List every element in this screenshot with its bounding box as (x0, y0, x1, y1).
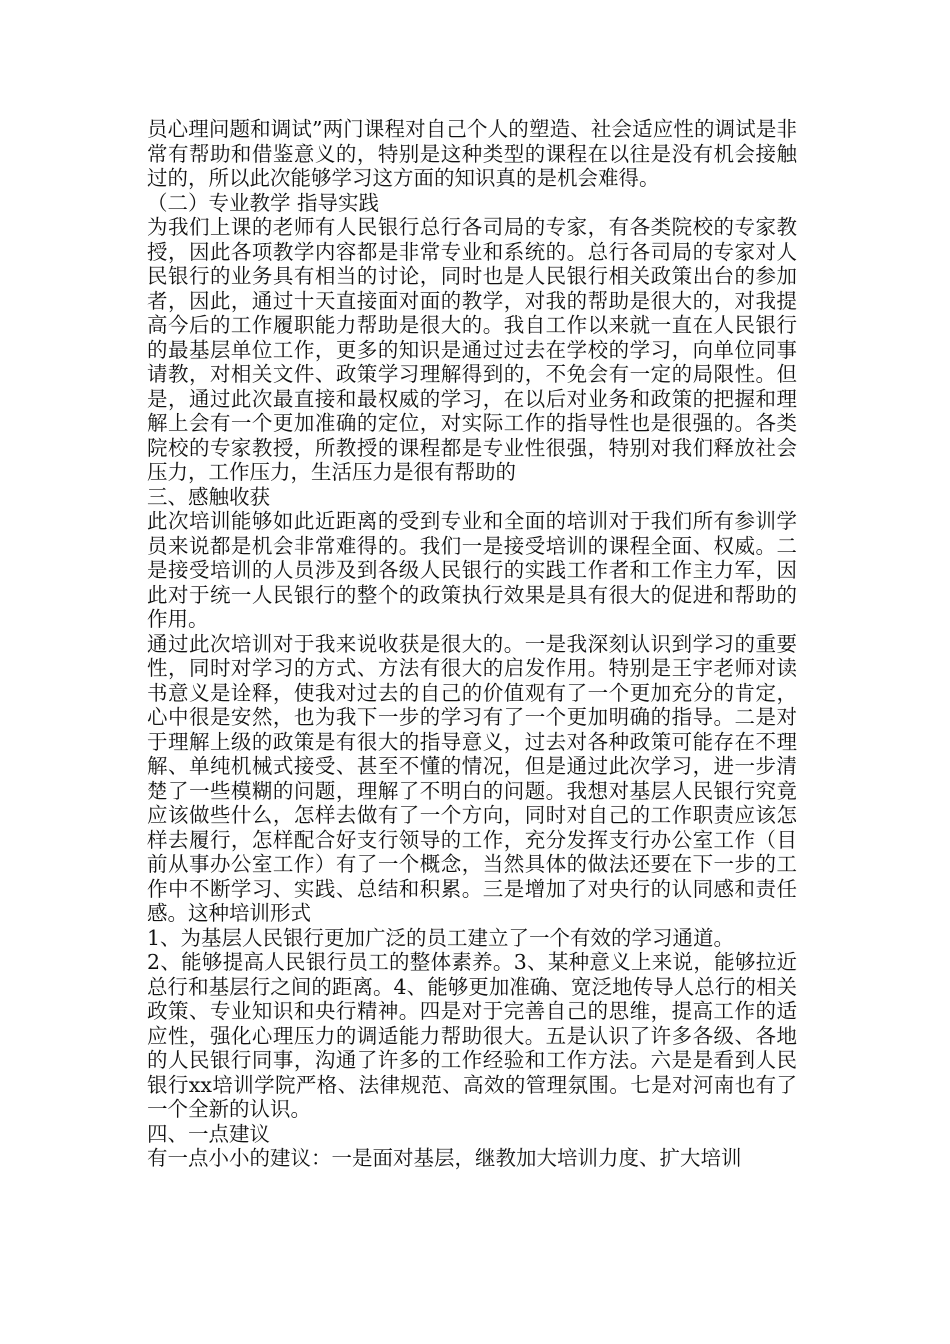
paragraph-gains: 通过此次培训对于我来说收获是很大的。一是我深刻认识到学习的重要性，同时对学习的方式、方法有很大的启发作用。特别是王宇老师对读书意义是诠释，使我对过去的自己的价值观有了一个更加充分的肯定，心中很是安然，也为我下一步的学习有了一个更加明确的指导。二是对于理解上级的政策是有很大的指导意义，过去对各种政策可能存在不理解、单纯机械式接受、甚至不懂的情况，但是通过此次学习，进一步清楚了一些模糊的问题，理解了不明白的问题。我想对基层人民银行究竟应该做些什么，怎样去做有了一个方向，同时对自己的工作职责应该怎样去履行，怎样配合好支行领导的工作，充分发挥支行办公室工作（目前从事办公室工作）有了一个概念，当然具体的做法还要在下一步的工作中不断学习、实践、总结和积累。三是增加了对央行的认同感和责任感。这种培训形式 (147, 631, 797, 925)
paragraph-course-benefits: 员心理问题和调试”两门课程对自己个人的塑造、社会适应性的调试是非常有帮助和借鉴意义的，特别是这种类型的课程在以往是没有机会接触过的，所以此次能够学习这方面的知识真的是机会难得。 (147, 117, 797, 190)
paragraph-training-opportunity: 此次培训能够如此近距离的受到专业和全面的培训对于我们所有参训学员来说都是机会非常难得的。我们一是接受培训的课程全面、权威。二是接受培训的人员涉及到各级人民银行的实践工作者和工作主力军，因此对于统一人民银行的整个的政策执行效果是具有很大的促进和帮助的作用。 (147, 509, 797, 631)
paragraph-list-items-2-4: 2、能够提高人民银行员工的整体素养。3、某种意义上来说，能够拉近总行和基层行之间的距离。4、能够更加准确、宽泛地传导人总行的相关政策、专业知识和央行精神。四是对于完善自己的思维，提高工作的适应性，强化心理压力的调适能力帮助很大。五是认识了许多各级、各地的人民银行同事，沟通了许多的工作经验和工作方法。六是是看到人民银行xx培训学院严格、法律规范、高效的管理氛围。七是对河南也有了一个全新的认识。 (147, 950, 797, 1121)
section-heading-suggestions: 四、一点建议 (147, 1121, 270, 1146)
paragraph-list-item-1: 1、为基层人民银行更加广泛的员工建立了一个有效的学习通道。 (147, 925, 735, 950)
section-heading-impressions: 三、感触收获 (147, 484, 270, 509)
section-heading-professional-teaching: （二）专业教学 指导实践 (147, 190, 380, 215)
paragraph-teachers: 为我们上课的老师有人民银行总行各司局的专家，有各类院校的专家教授，因此各项教学内容都是非常专业和系统的。总行各司局的专家对人民银行的业务具有相当的讨论，同时也是人民银行相关政策出台的参加者，因此，通过十天直接面对面的教学，对我的帮助是很大的，对我提高今后的工作履职能力帮助是很大的。我自工作以来就一直在人民银行的最基层单位工作，更多的知识是通过过去在学校的学习，向单位同事请教，对相关文件、政策学习理解得到的，不免会有一定的局限性。但是，通过此次最直接和最权威的学习，在以后对业务和政策的把握和理解上会有一个更加准确的定位，对实际工作的指导性也是很强的。各类院校的专家教授，所教授的课程都是专业性很强，特别对我们释放社会压力，工作压力，生活压力是很有帮助的 (147, 215, 797, 484)
document-body (147, 117, 797, 1171)
paragraph-suggestion: 有一点小小的建议：一是面对基层，继教加大培训力度、扩大培训 (147, 1146, 742, 1170)
